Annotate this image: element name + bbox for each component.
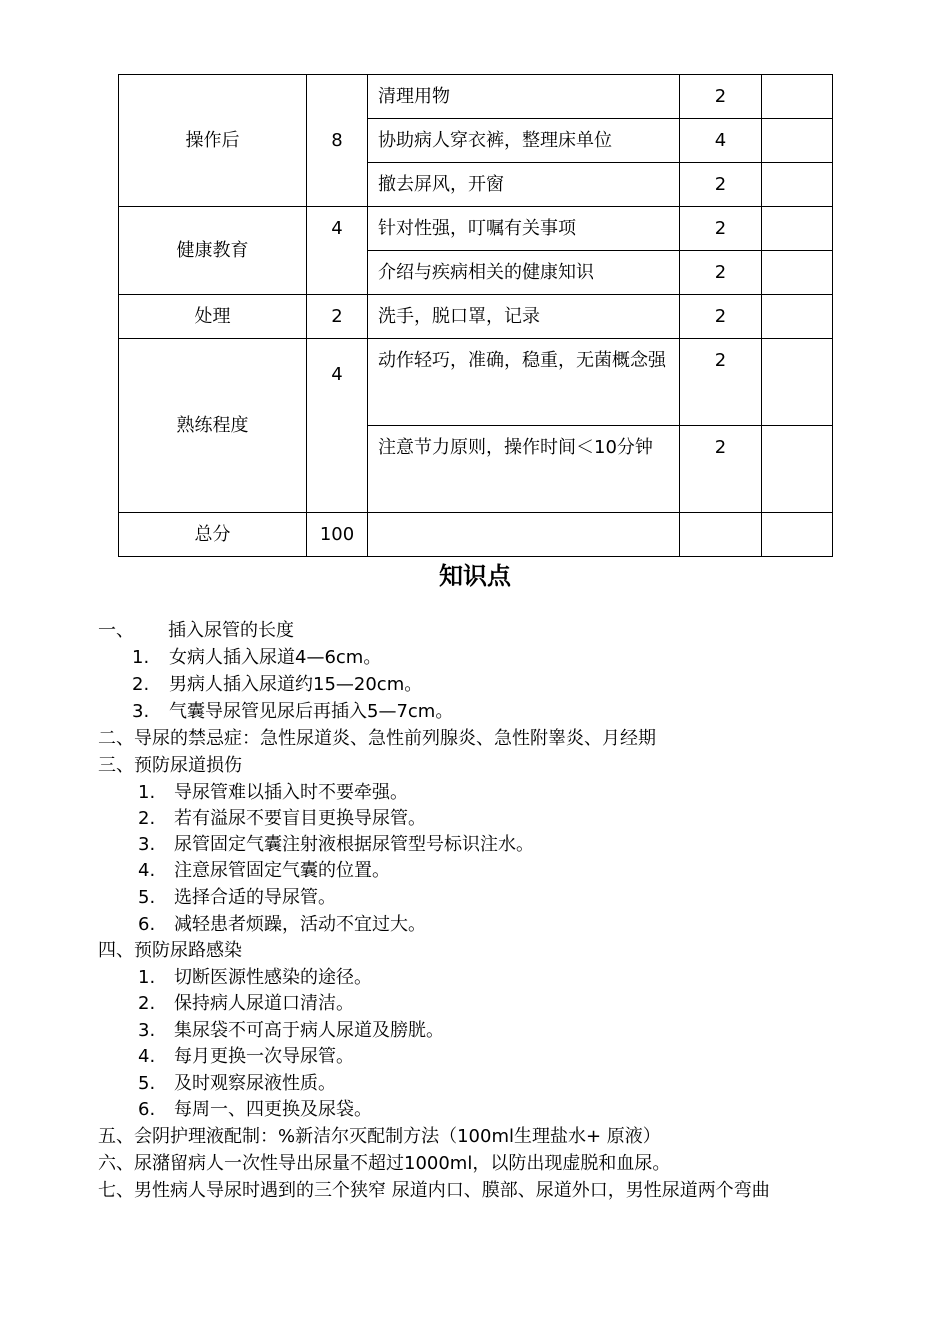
item-cell: 注意节力原则，操作时间＜10分钟 xyxy=(368,426,680,513)
deduction-cell xyxy=(762,251,833,295)
category-cell: 操作后 xyxy=(119,75,307,207)
list-item: 6. 减轻患者烦躁，活动不宜过大。 xyxy=(138,914,426,935)
category-cell: 处理 xyxy=(119,295,307,339)
list-item: 2. 保持病人尿道口清洁。 xyxy=(138,993,354,1014)
section-heading: 六、尿潴留病人一次性导出尿量不超过1000ml，以防出现虚脱和血尿。 xyxy=(98,1153,671,1174)
score-cell: 2 xyxy=(680,251,762,295)
deduction-cell xyxy=(762,513,833,557)
section-heading: 七、男性病人导尿时遇到的三个狭窄 尿道内口、膜部、尿道外口，男性尿道两个弯曲 xyxy=(98,1180,770,1201)
points-cell: 8 xyxy=(307,75,368,207)
list-item: 1. 切断医源性感染的途径。 xyxy=(138,967,372,988)
list-item: 3. 尿管固定气囊注射液根据尿管型号标识注水。 xyxy=(138,834,534,855)
category-cell: 熟练程度 xyxy=(119,339,307,513)
item-cell: 动作轻巧，准确，稳重，无菌概念强 xyxy=(368,339,680,426)
section-heading: 四、预防尿路感染 xyxy=(98,940,242,961)
points-cell: 2 xyxy=(307,295,368,339)
section-heading xyxy=(98,618,294,644)
list-item: 3. 集尿袋不可高于病人尿道及膀胱。 xyxy=(138,1020,444,1041)
table-row xyxy=(119,339,833,426)
deduction-cell xyxy=(762,207,833,251)
list-item: 5. 选择合适的导尿管。 xyxy=(138,887,336,908)
category-cell: 健康教育 xyxy=(119,207,307,295)
list-item: 4. 注意尿管固定气囊的位置。 xyxy=(138,860,390,881)
points-cell: 100 xyxy=(307,513,368,557)
deduction-cell xyxy=(762,295,833,339)
section-heading: 三、预防尿道损伤 xyxy=(98,755,242,776)
item-cell: 协助病人穿衣裤，整理床单位 xyxy=(368,119,680,163)
table-row xyxy=(119,75,833,119)
table-row xyxy=(119,295,833,339)
section-heading: 二、导尿的禁忌症：急性尿道炎、急性前列腺炎、急性附睾炎、月经期 xyxy=(98,728,656,749)
deduction-cell xyxy=(762,426,833,513)
score-cell: 2 xyxy=(680,163,762,207)
item-cell: 撤去屏风，开窗 xyxy=(368,163,680,207)
item-cell xyxy=(368,513,680,557)
deduction-cell xyxy=(762,163,833,207)
deduction-cell xyxy=(762,119,833,163)
score-cell: 4 xyxy=(680,119,762,163)
score-cell: 2 xyxy=(680,295,762,339)
score-cell: 2 xyxy=(680,339,762,426)
score-cell xyxy=(680,513,762,557)
list-item: 2. 若有溢尿不要盲目更换导尿管。 xyxy=(138,808,426,829)
table-row xyxy=(119,513,833,557)
list-item: 4. 每月更换一次导尿管。 xyxy=(138,1046,354,1067)
score-cell: 2 xyxy=(680,207,762,251)
item-cell: 介绍与疾病相关的健康知识 xyxy=(368,251,680,295)
category-cell: 总分 xyxy=(119,513,307,557)
points-cell: 4 xyxy=(307,207,368,295)
item-cell: 清理用物 xyxy=(368,75,680,119)
deduction-cell xyxy=(762,339,833,426)
list-item: 1. 导尿管难以插入时不要牵强。 xyxy=(138,782,408,803)
deduction-cell xyxy=(762,75,833,119)
item-cell: 洗手，脱口罩，记录 xyxy=(368,295,680,339)
scoring-table xyxy=(118,74,833,557)
section-number: 一、 xyxy=(98,620,134,641)
list-item: 1. 女病人插入尿道4—6cm。 xyxy=(132,647,382,668)
section-heading-text: 插入尿管的长度 xyxy=(168,620,294,641)
points-cell: 4 xyxy=(307,339,368,513)
table-row xyxy=(119,207,833,251)
score-cell: 2 xyxy=(680,426,762,513)
section-title: 知识点 xyxy=(439,562,511,590)
score-cell: 2 xyxy=(680,75,762,119)
list-item: 5. 及时观察尿液性质。 xyxy=(138,1073,336,1094)
item-cell: 针对性强，叮嘱有关事项 xyxy=(368,207,680,251)
list-item: 6. 每周一、四更换及尿袋。 xyxy=(138,1099,372,1120)
section-heading: 五、会阴护理液配制：%新洁尔灭配制方法（100ml生理盐水+ 原液） xyxy=(98,1126,661,1147)
list-item: 3. 气囊导尿管见尿后再插入5—7cm。 xyxy=(132,701,454,722)
list-item: 2. 男病人插入尿道约15—20cm。 xyxy=(132,674,423,695)
